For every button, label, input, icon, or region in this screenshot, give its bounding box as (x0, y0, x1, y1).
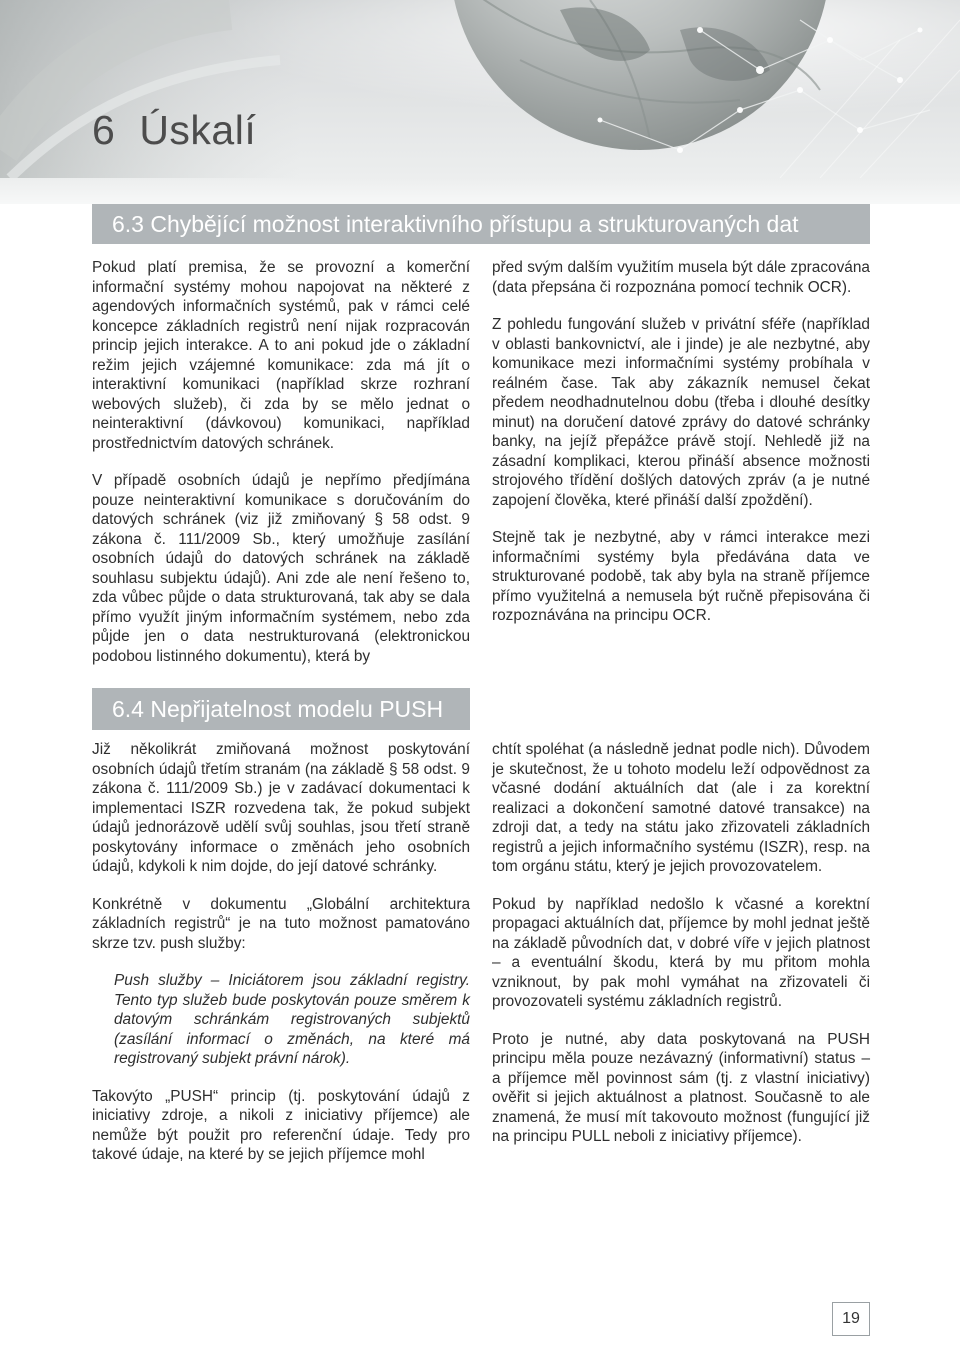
paragraph: Pokud by například nedošlo k včasné a korektní propagaci aktuálních dat, příjemce by mohl jednat ještě na základě původních dat, v dobré víře v jejich platnost – a eventuální škodu, která by mu přitom mohla vzniknout, by pak mohl vymáhat na zřizovateli či provozovateli systému základních registrů. (492, 895, 870, 1010)
section-heading-6-3: 6.3 Chybějící možnost interaktivního přístupu a strukturovaných dat (92, 204, 870, 244)
paragraph: Z pohledu fungování služeb v privátní sféře (například v oblasti bankovnictví, ale i jinde) je ale nezbytné, aby komunikace mezi informačními systémy probíhala v reálném čase. Tak aby zákazník nemusel čekat předem neodhadnutelnou dobu (třeba i dlouhé desítky minut) na doručení datové zprávy do datové schránky banky, na jejíž přepážce právě stojí. Nehledě již na zásadní komplikaci, kterou přináší absence možnosti strojového třídění došlých datových zpráv (a je nutné zapojení člověka, které přináší další zpoždění). (492, 316, 870, 509)
paragraph: Takovýto „PUSH“ princip (tj. poskytování údajů z iniciativy zdroje, a nikoli z iniciativy příjemce) ale nemůže být použit pro referenční údaje. Tedy pro takové údaje, na které by se jejich příjemce mohl (92, 1087, 470, 1163)
header-banner (0, 0, 960, 178)
paragraph: Proto je nutné, aby data poskytovaná na PUSH principu měla pouze nezávazný (informativní) status – a příjemce měl povinnost sám (tj. z vlastní iniciativy) ověřit si jejich aktuálnost a platnost. Současně to ale znamená, že musí mít takovouto možnost (fungující již na principu PULL neboli z iniciativy příjemce). (492, 1030, 870, 1145)
paragraph: V případě osobních údajů je nepřímo předjímána pouze neinteraktivní komunikace s doručováním do datových schránek (viz již zmiňovaný § 58 odst. 9 zákona č. 111/2009 Sb., který umožňuje zasílání osobních údajů do datových schránek na základě souhlasu subjektu údajů). Ani zde ale není řešeno to, zda vůbec půjde o data strukturovaná, tak aby se dala přímo využít jiným informačním systémem, nebo zda půjde jen o data nestrukturovaná (elektronickou podobou listinného dokumentu), která by (92, 472, 470, 665)
header-backdrop (0, 178, 960, 204)
paragraph: chtít spoléhat (a následně jednat podle nich). Důvodem je skutečnost, že u tohoto modelu leží odpovědnost za včasné dodání aktuálních dat (ale i za korektní realizaci a dokončení samotné datové transakce) na zdroji dat, a tedy na státu jako zřizovateli základních registrů a jejich informačního systému (ISZR), resp. na tom orgánu státu, který je jejich provozovatelem. (492, 741, 870, 875)
paragraph: Konkrétně v dokumentu „Globální architektura základních registrů“ je na tuto možnost pamatováno skrze tzv. push služby: (92, 895, 470, 952)
page-number: 19 (832, 1302, 870, 1336)
section-heading-6-4: 6.4 Nepřijatelnost modelu PUSH (92, 688, 470, 730)
paragraph: Již několikrát zmiňovaná možnost poskytování osobních údajů třetím stranám (na základě § 58 odst. 9 zákona č. 111/2009 Sb.) je v zadávací dokumentaci k implementaci ISZR rozvedena tak, že pokud subjekt údajů jednorázově udělí svůj souhlas, jsou třetí straně poskytovány informace o změnách jeho osobních údajů, kdykoli k nim dojde, do její datové schránky. (92, 741, 470, 875)
paragraph: Pokud platí premisa, že se provozní a komerční informační systémy mohou napojovat na některé z agendových informačních systémů, pak v rámci celé koncepce základních registrů není nijak rozpracován princip jejich interakce. A to ani pokud jde o základní režim jejich vzájemné komunikace: zda má jít o interaktivní komunikaci (například skrze rozhraní webových služeb), či zda by se mělo jednat o neinteraktivní (dávkovou) komunikaci, například prostřednictvím datových schránek. (92, 259, 470, 452)
chapter-number: 6 (92, 107, 116, 153)
chapter-title (92, 104, 256, 156)
quote-paragraph: Push služby – Iniciátorem jsou základní registry. Tento typ služeb bude poskytován pouze směrem k datovým schránkám registrovaných subjektů (zasílání informací o změnách, na které má registrovaný subjekt právní nárok). (114, 972, 470, 1067)
paragraph: před svým dalším využitím musela být dále zpracována (data přepsána či rozpoznána pomocí technik OCR). (492, 259, 870, 296)
section-6-4-right-column (492, 740, 870, 1165)
section-6-4-left-column (92, 740, 470, 1183)
chapter-title-text: Úskalí (139, 107, 257, 153)
paragraph: Stejně tak je nezbytné, aby v rámci interakce mezi informačními systémy byla předávána data ve strukturované podobě, tak aby byla na straně příjemce přímo využitelná a nemusela být ručně přepisována či rozpoznávána na principu OCR. (492, 529, 870, 624)
section-6-3-right-column (492, 258, 870, 644)
section-6-3-left-column (92, 258, 470, 684)
